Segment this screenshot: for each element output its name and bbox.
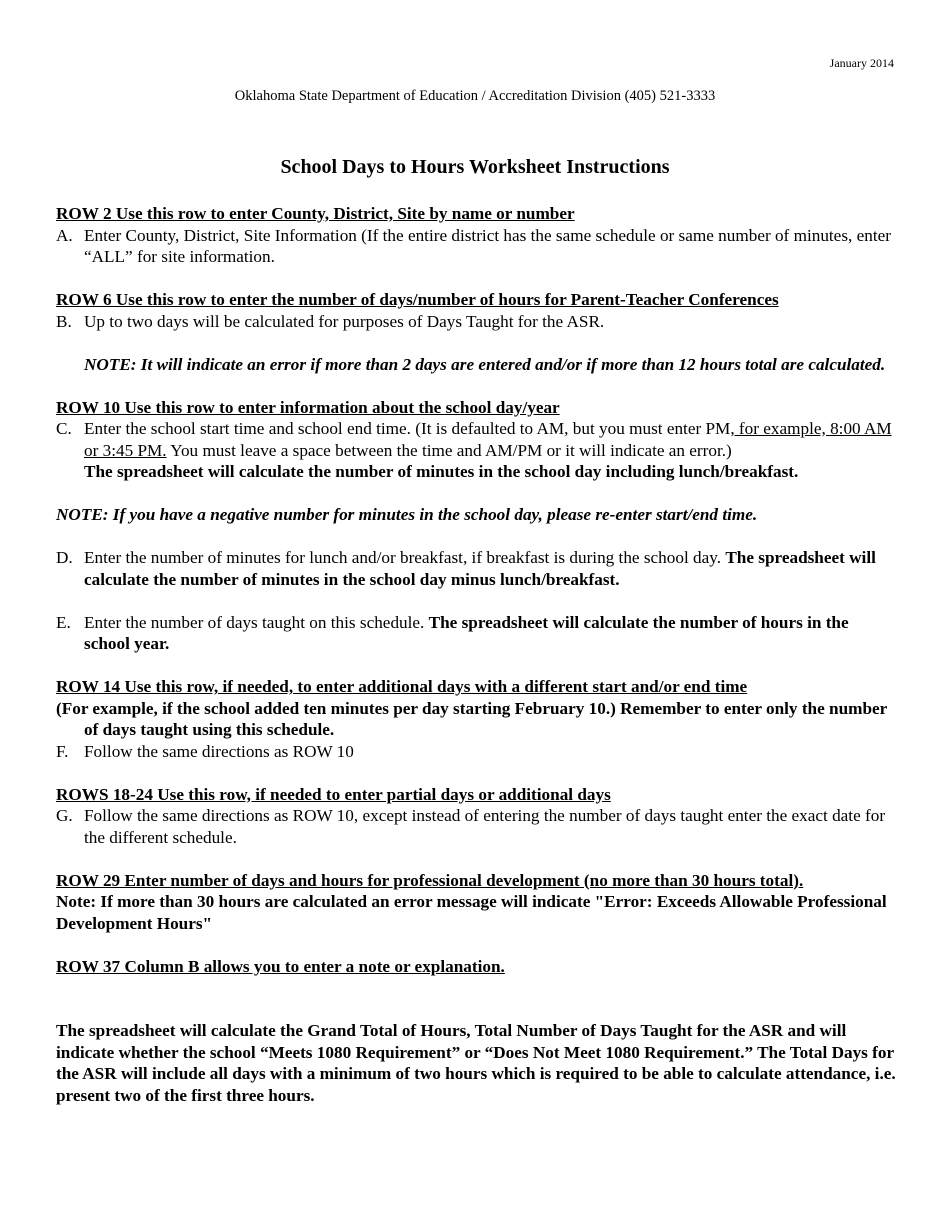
item-label-c: C.: [56, 419, 72, 438]
section-heading-row2: ROW 2 Use this row to enter County, District, Site by name or number: [56, 204, 575, 223]
list-item-d: [56, 547, 898, 590]
item-text-a: Enter County, District, Site Information (If the entire district has the same schedule or same number of minutes, enter “ALL” for site information.: [84, 225, 891, 266]
section-heading-row14: ROW 14 Use this row, if needed, to enter additional days with a different start and/or end time: [56, 677, 748, 696]
section-heading-row6: ROW 6 Use this row to enter the number of days/number of hours for Parent-Teacher Conferences: [56, 290, 779, 309]
section-heading-row37: ROW 37 Column B allows you to enter a note or explanation.: [56, 956, 505, 976]
section-heading-rows18-24: ROWS 18-24 Use this row, if needed to enter partial days or additional days: [56, 784, 611, 804]
note-row6: NOTE: It will indicate an error if more than 2 days are entered and/or if more than 12 hours total are calculated.: [84, 354, 886, 374]
section-heading-row10: ROW 10 Use this row to enter information about the school day/year: [56, 397, 560, 417]
note-row29: Note: If more than 30 hours are calculated an error message will indicate "Error: Exceeds Allowable Professional Development Hours": [56, 892, 887, 933]
list-item-a: [56, 225, 898, 268]
item-text-c-continued: You must leave a space between the time and AM/PM or it will indicate an error.): [166, 440, 732, 460]
item-label-d: D.: [56, 548, 73, 567]
instructions-body: [56, 203, 898, 1106]
item-label-g: G.: [56, 806, 73, 825]
item-text-e: Enter the number of days taught on this schedule.: [84, 612, 429, 632]
item-text-c: Enter the school start time and school end time. (It is defaulted to AM, but you must enter PM: [84, 419, 731, 438]
note-row10: NOTE: If you have a negative number for minutes in the school day, please re-enter start/end time.: [56, 505, 758, 524]
item-label-a: A.: [56, 225, 73, 245]
list-item-f: [56, 741, 898, 763]
section-heading-row29: ROW 29 Enter number of days and hours for professional development (no more than 30 hours total).: [56, 870, 804, 890]
item-text-b: Up to two days will be calculated for purposes of Days Taught for the ASR.: [84, 311, 605, 331]
item-label-b: B.: [56, 311, 72, 331]
list-item-b: [56, 311, 898, 333]
item-text-d-bold: The spreadsheet will calculate the number of minutes in the school day minus lunch/breakfast.: [84, 548, 876, 589]
list-item-c: [56, 418, 898, 483]
closing-paragraph: The spreadsheet will calculate the Grand Total of Hours, Total Number of Days Taught for the ASR and will indicate whether the school “Meets 1080 Requirement” or “Does Not Meet 1080 Requirement.” The Total Days for the ASR will include all days with a minimum of two hours which is required to be able to calculate attendance, i.e. present two of the first three hours.: [56, 1021, 896, 1105]
item-text-f: Follow the same directions as ROW 10: [84, 741, 354, 761]
item-text-g: Follow the same directions as ROW 10, except instead of entering the number of days taught enter the exact date for the different schedule.: [84, 806, 886, 847]
list-item-g: [56, 805, 898, 848]
item-text-e-bold: The spreadsheet will calculate the number of hours in the school year.: [84, 612, 849, 653]
department-header: Oklahoma State Department of Education / Accreditation Division (405) 521-3333: [234, 88, 716, 104]
item-label-f: F.: [56, 741, 69, 761]
page-title: School Days to Hours Worksheet Instructions: [280, 156, 670, 178]
item-text-d: Enter the number of minutes for lunch and/or breakfast, if breakfast is during the school day.: [84, 548, 726, 567]
item-text-c-bold: The spreadsheet will calculate the number of minutes in the school day including lunch/breakfast.: [84, 462, 799, 481]
item-label-e: E.: [56, 612, 71, 632]
document-date: January 2014: [829, 56, 894, 70]
row14-instruction: (For example, if the school added ten minutes per day starting February 10.) Remember to enter only the number of days taught using this schedule.: [56, 698, 887, 739]
list-item-e: [56, 612, 898, 655]
item-text-c-example: , for example, 8:00 AM or 3:45 PM.: [84, 419, 892, 460]
